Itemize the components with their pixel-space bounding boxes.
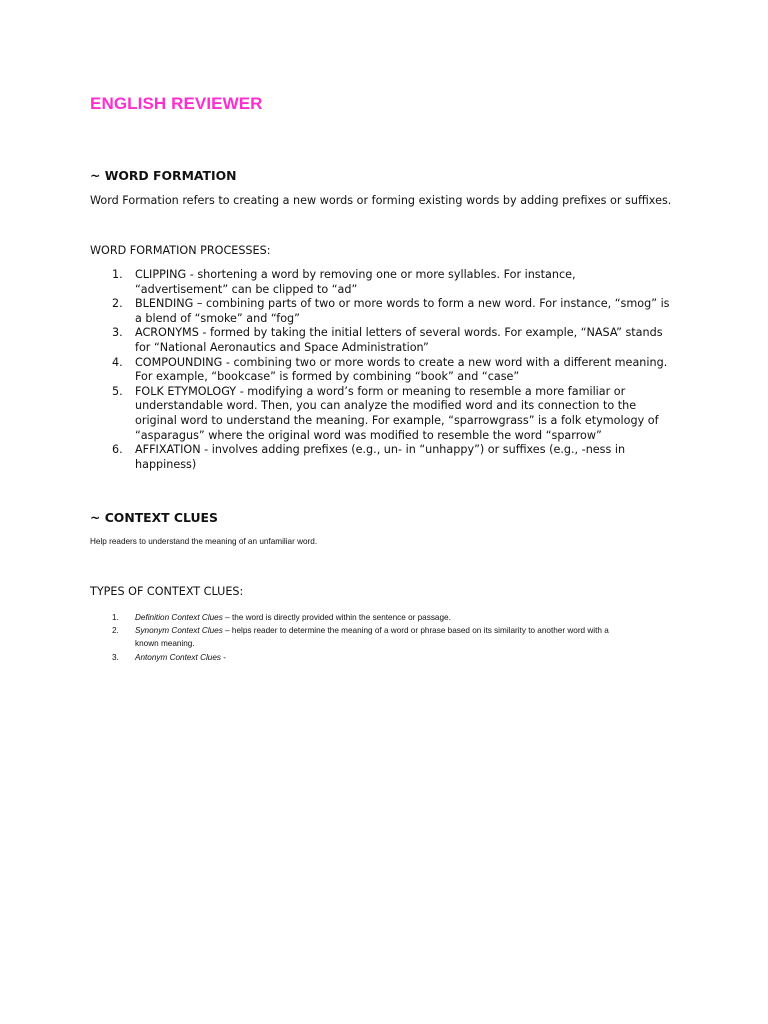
list-number: 4. xyxy=(112,355,123,369)
types-of-context-clues-heading: TYPES OF CONTEXT CLUES: xyxy=(90,585,244,598)
list-item-text: ACRONYMS - formed by taking the initial letters of several words. For example, “NASA” stands for “National Aeronautics and Space Administration” xyxy=(135,326,663,354)
list-number: 3. xyxy=(112,652,119,662)
list-item-term: Synonym Context Clues xyxy=(135,626,223,636)
document-title: ENGLISH REVIEWER xyxy=(90,94,263,113)
list-item xyxy=(90,651,690,664)
list-number: 1. xyxy=(112,613,119,622)
list-item xyxy=(90,326,690,355)
word-formation-definition: Word Formation refers to creating a new words or forming existing words by adding prefixes or suffixes. xyxy=(90,194,672,207)
list-item-term: Definition Context Clues xyxy=(135,613,223,622)
list-number: 2. xyxy=(112,297,123,311)
list-item-text: – the word is directly provided within the sentence or passage. xyxy=(222,613,451,622)
list-item xyxy=(90,611,690,624)
section-heading-word-formation: ~ WORD FORMATION xyxy=(90,168,237,183)
list-item-term: Antonym Context Clues xyxy=(135,652,222,662)
list-item-text: - xyxy=(221,652,227,662)
list-item-text: COMPOUNDING - combining two or more words to create a new word with a different meaning. For example, “bookcase” is formed by combining “book” and “case” xyxy=(135,355,668,384)
list-item xyxy=(90,385,690,443)
list-item-text: CLIPPING - shortening a word by removing one or more syllables. For instance, “advertisement” can be clipped to “ad” xyxy=(135,268,576,296)
list-number: 2. xyxy=(112,626,119,636)
context-clues-definition: Help readers to understand the meaning of an unfamiliar word. xyxy=(90,537,318,546)
list-item xyxy=(90,624,690,650)
list-number: 3. xyxy=(112,326,123,340)
list-item xyxy=(90,356,690,385)
section-heading-context-clues: ~ CONTEXT CLUES xyxy=(90,510,218,525)
list-item-text: FOLK ETYMOLOGY - modifying a word’s form or meaning to resemble a more familiar or understandable word. Then, you can analyze the modified word and its connection to the original word to understand the meaning. For example, “sparrowgrass” is a folk etymology of “asparagus” where the original word was modified to resemble the word “sparrow” xyxy=(135,384,659,442)
context-clues-type-list xyxy=(90,611,690,664)
list-item-text: BLENDING – combining parts of two or more words to form a new word. For instance, “smog” is a blend of “smoke” and “fog” xyxy=(135,297,670,325)
list-number: 1. xyxy=(112,268,123,281)
word-formation-processes-heading: WORD FORMATION PROCESSES: xyxy=(90,244,271,257)
list-item xyxy=(90,297,690,326)
list-item-text: – helps reader to determine the meaning of a word or phrase based on its similarity to another word with a known meaning. xyxy=(135,626,609,649)
list-number: 6. xyxy=(112,443,123,457)
list-number: 5. xyxy=(112,384,123,398)
word-formation-process-list xyxy=(90,268,690,472)
list-item xyxy=(90,443,690,472)
list-item-text: AFFIXATION - involves adding prefixes (e.g., un- in “unhappy”) or suffixes (e.g., -ness in happiness) xyxy=(135,443,626,471)
list-item xyxy=(90,268,690,297)
